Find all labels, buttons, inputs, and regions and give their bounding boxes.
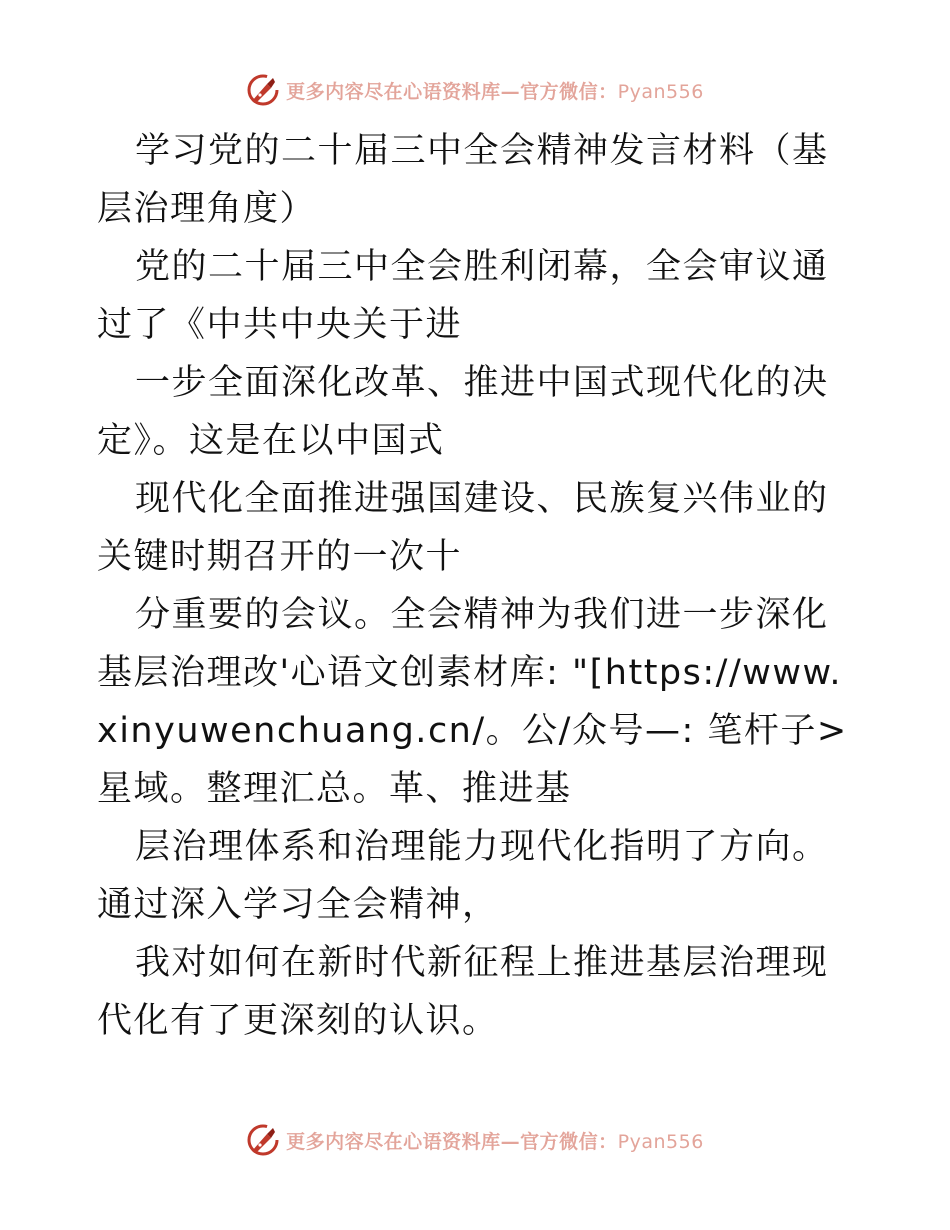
paragraph-1: 党的二十届三中全会胜利闭幕，全会审议通过了《中共中央关于进: [97, 247, 829, 345]
paragraph-6: 我对如何在新时代新征程上推进基层治理现代化有了更深刻的认识。: [97, 943, 829, 1041]
watermark-text: 更多内容尽在心语资料库—官方微信：Pyan556: [286, 80, 704, 103]
paragraph-3: 现代化全面推进强国建设、民族复兴伟业的关键时期召开的一次十: [97, 479, 829, 577]
paragraph-2: 一步全面深化改革、推进中国式现代化的决定》。这是在以中国式: [97, 363, 829, 461]
document-body: [97, 122, 857, 1050]
watermark-text: 更多内容尽在心语资料库—官方微信：Pyan556: [286, 1130, 704, 1153]
wechat-id: Pyan556: [617, 1130, 704, 1153]
document-title: 学习党的二十届三中全会精神发言材料（基层治理角度）: [97, 131, 829, 229]
header-watermark: [0, 70, 950, 110]
paragraph-4: 分重要的会议。全会精神为我们进一步深化基层治理改'心语文创素材库: "[https://www.xinyuwenchuang.cn/。公/众号—: 笔杆子>星域。整理汇总。革、推进基: [97, 595, 848, 809]
pen-nib-logo-icon: [246, 1123, 280, 1157]
pen-nib-logo-icon: [246, 73, 280, 107]
paragraph-5: 层治理体系和治理能力现代化指明了方向。通过深入学习全会精神，: [97, 827, 829, 925]
footer-watermark: [0, 1120, 950, 1160]
wechat-id: Pyan556: [617, 80, 704, 103]
